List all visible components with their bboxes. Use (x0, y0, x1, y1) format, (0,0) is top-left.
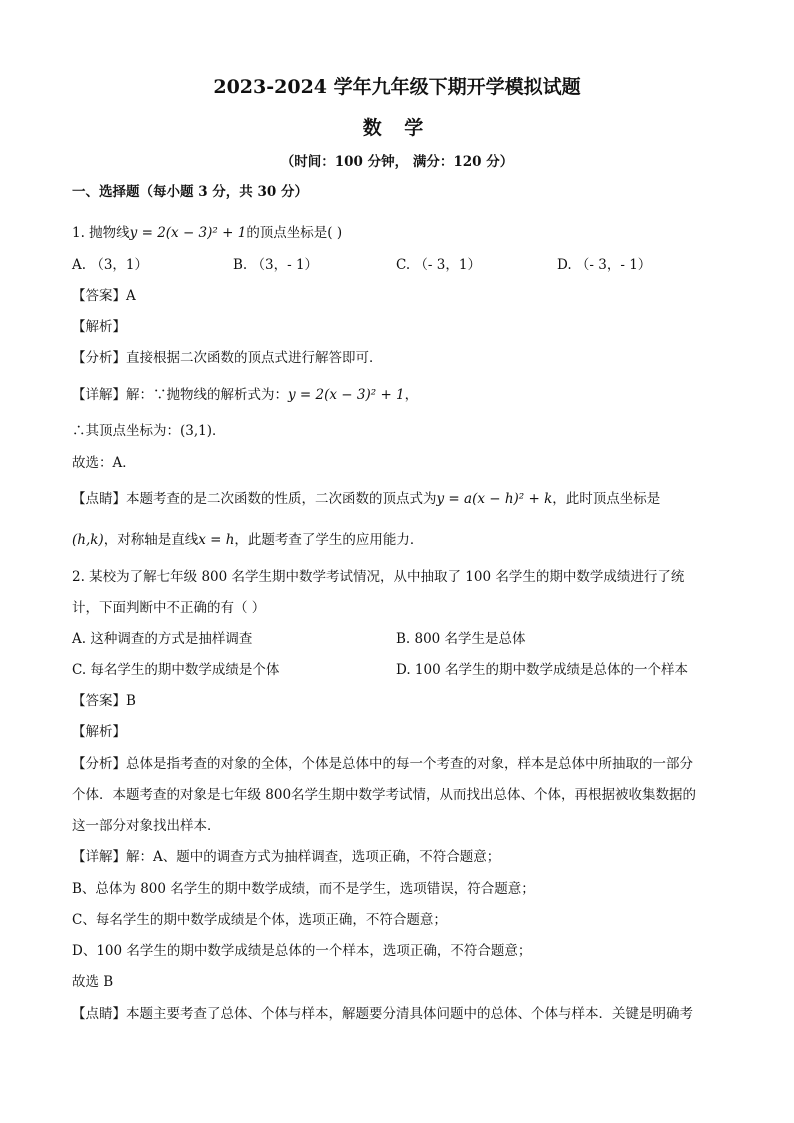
q2-stem-line2: 计，下面判断中不正确的有（ ） (72, 600, 266, 616)
q1-comment-end: ，此题考查了学生的应用能力． (234, 532, 424, 548)
q1-detail-pre: 【详解】解：∵抛物线的解析式为： (72, 387, 288, 403)
q1-stem (72, 224, 342, 242)
q2-fenxi-line2: 个体．本题考查的对象是七年级 800名学生期中数学考试情，从而找出总体、个体，再根据被收集数据的 (72, 787, 697, 803)
q2-option-b: B. 800 名学生是总体 (396, 631, 526, 647)
q2-option-d: D. 100 名学生的期中数学成绩是总体的一个样本 (396, 662, 688, 678)
q1-comment-post: ，此时顶点坐标是 (552, 491, 661, 507)
q1-comment-line2 (72, 531, 423, 549)
q1-detail-post: ， (404, 387, 419, 403)
exam-info: （时间：100 分钟， 满分：120 分） (280, 154, 514, 170)
q1-detail (72, 386, 418, 404)
q1-comment-mid: ，对称轴是直线 (103, 532, 199, 548)
q2-detail-line2: B、总体为 800 名学生的期中数学成绩，而不是学生，选项错误，符合题意； (72, 881, 535, 897)
q1-fenxi: 【分析】直接根据二次函数的顶点式进行解答即可． (72, 350, 383, 366)
q1-comment-line1 (72, 490, 660, 508)
q2-stem-line1: 2. 某校为了解七年级 800 名学生期中数学考试情况，从中抽取了 100 名学生的期中数学成绩进行了统 (72, 569, 685, 585)
q1-stem-pre: 1. 抛物线 (72, 225, 130, 241)
q1-option-d: D. （- 3，- 1） (557, 257, 652, 273)
subject-title: 数 学 (362, 117, 432, 139)
q2-fenxi-line1: 【分析】总体是指考查的对象的全体，个体是总体中的每一个考查的对象，样本是总体中所抽取的一部分 (72, 756, 693, 772)
q2-comment-line1: 【点睛】本题主要考查了总体、个体与样本，解题要分清具体问题中的总体、个体与样本．关键是明确考 (72, 1006, 693, 1022)
q1-analysis-label: 【解析】 (72, 319, 126, 335)
q1-comment-axis: x = h (198, 532, 235, 548)
q1-option-a: A. （3，1） (72, 257, 149, 273)
q1-option-b: B. （3，- 1） (233, 257, 319, 273)
q1-stem-formula: y = 2(x − 3)² + 1 (129, 225, 247, 241)
q2-option-c: C. 每名学生的期中数学成绩是个体 (72, 662, 280, 678)
q1-comment-pre: 【点睛】本题考查的是二次函数的性质，二次函数的顶点式为 (72, 491, 437, 507)
q2-detail-line4: D、100 名学生的期中数学成绩是总体的一个样本，选项正确，不符合题意； (72, 943, 532, 959)
section-heading: 一、选择题（每小题 3 分，共 30 分） (72, 184, 308, 200)
q1-comment-vertex: (h,k) (72, 532, 104, 548)
q2-analysis-label: 【解析】 (72, 724, 126, 740)
q1-answer: 【答案】A (72, 288, 136, 304)
q2-fenxi-line3: 这一部分对象找出样本． (72, 818, 221, 834)
q2-answer: 【答案】B (72, 693, 136, 709)
q1-comment-formula: y = a(x − h)² + k (436, 491, 553, 507)
exam-title: 2023-2024 学年九年级下期开学模拟试题 (213, 76, 581, 98)
q1-detail-formula: y = 2(x − 3)² + 1 (288, 387, 405, 403)
q1-vertex: ∴其顶点坐标为：(3,1)． (72, 423, 226, 439)
q1-stem-post: 的顶点坐标是( ) (246, 225, 343, 241)
q2-detail-line3: C、每名学生的期中数学成绩是个体，选项正确，不符合题意； (72, 912, 447, 928)
q2-choose: 故选 B (72, 974, 114, 990)
q2-option-a: A. 这种调查的方式是抽样调查 (72, 631, 253, 647)
q2-detail-line1: 【详解】解：A、题中的调查方式为抽样调查，选项正确，不符合题意； (72, 849, 501, 865)
q1-option-c: C. （- 3，1） (396, 257, 481, 273)
q1-choose: 故选：A． (72, 455, 136, 471)
